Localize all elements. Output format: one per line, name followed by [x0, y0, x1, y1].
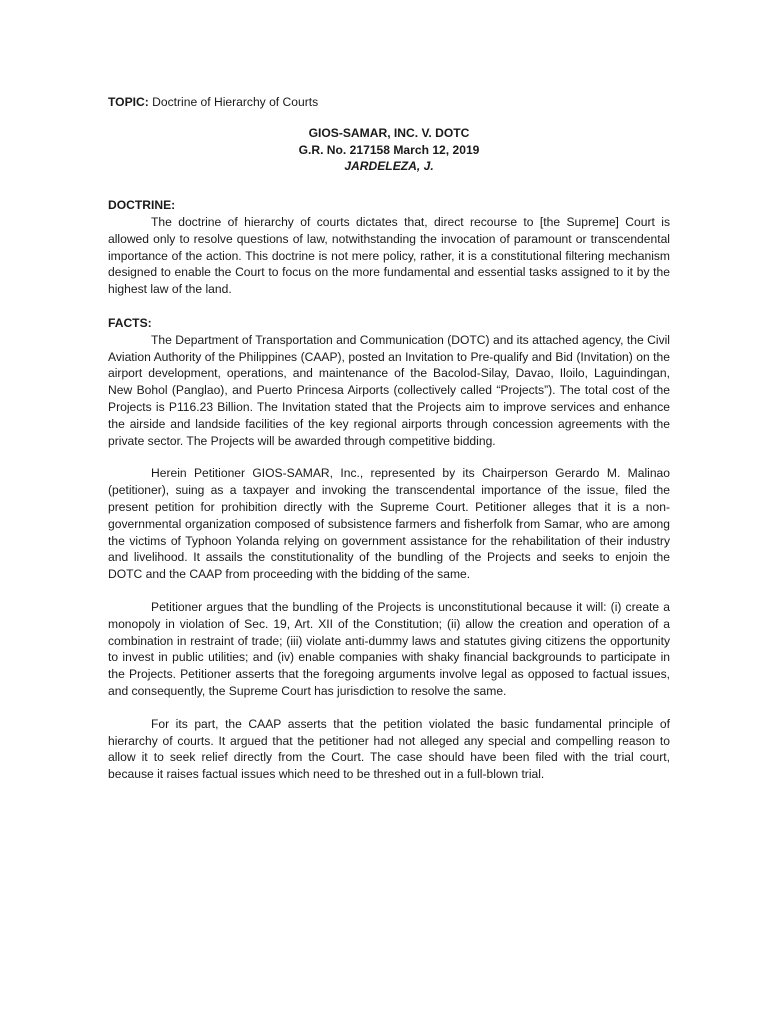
facts-heading: FACTS:	[108, 315, 152, 330]
doctrine-heading: DOCTRINE:	[108, 198, 176, 213]
facts-paragraph-2: Herein Petitioner GIOS-SAMAR, Inc., represented by its Chairperson Gerardo M. Malinao (petitioner), suing as a taxpayer and invoking the transcendental importance of the issue, filed the present petition for prohibition directly with the Supreme Court. Petitioner alleges that it is a non-governmental organization composed of subsistence farmers and fisherfolk from Samar, who are among the victims of Typhoon Yolanda relying on government assistance for the rehabilitation of their industry and livelihood. It assails the constitutionality of the bundling of the Projects and seeks to enjoin the DOTC and the CAAP from proceeding with the bidding of the same.	[108, 466, 670, 582]
doctrine-paragraph: The doctrine of hierarchy of courts dictates that, direct recourse to [the Supreme] Court is allowed only to resolve questions of law, notwithstanding the invocation of paramount or transcendental importance of the action. This doctrine is not mere policy, rather, it is a constitutional filtering mechanism designed to enable the Court to focus on the more fundamental and essential tasks assigned to it by the highest law of the land.	[108, 214, 670, 297]
facts-paragraph-4: For its part, the CAAP asserts that the petition violated the basic fundamental principle of hierarchy of courts. It argued that the petitioner had not alleged any special and compelling reason to allow it to seek relief directly from the Court. The case should have been filed with the trial court, because it raises factual issues which need to be threshed out in a full-blown trial.	[108, 716, 670, 782]
document-page	[108, 94, 670, 783]
case-gr-number: G.R. No. 217158 March 12, 2019	[298, 142, 480, 157]
case-title: GIOS-SAMAR, INC. V. DOTC	[308, 125, 470, 140]
topic-text: Doctrine of Hierarchy of Courts	[152, 95, 319, 109]
doctrine-section	[108, 197, 670, 298]
case-ponente: JARDELEZA, J.	[344, 159, 434, 174]
facts-paragraph-3: Petitioner argues that the bundling of the Projects is unconstitutional because it will: (i) create a monopoly in violation of Sec. 19, Art. XII of the Constitution; (ii) allow the creation and operation of a combination in restraint of trade; (iii) violate anti-dummy laws and statutes giving citizens the opportunity to invest in public utilities; and (iv) enable companies with shaky financial backgrounds to participate in the Projects. Petitioner asserts that the foregoing arguments involve legal as opposed to factual issues, and consequently, the Supreme Court has jurisdiction to resolve the same.	[108, 599, 670, 698]
facts-section	[108, 315, 670, 783]
topic-label: TOPIC:	[108, 95, 149, 109]
topic-line	[108, 94, 670, 111]
case-header	[108, 125, 670, 175]
facts-paragraph-1: The Department of Transportation and Communication (DOTC) and its attached agency, the Civil Aviation Authority of the Philippines (CAAP), posted an Invitation to Pre-qualify and Bid (Invitation) on the airport development, operations, and maintenance of the Bacolod-Silay, Davao, Iloilo, Laguindingan, New Bohol (Panglao), and Puerto Princesa Airports (collectively called “Projects”). The total cost of the Projects is P116.23 Billion. The Invitation stated that the Projects aim to improve services and enhance the airside and landside facilities of the key regional airports through concession agreements with the private sector. The Projects will be awarded through competitive bidding.	[108, 332, 670, 448]
